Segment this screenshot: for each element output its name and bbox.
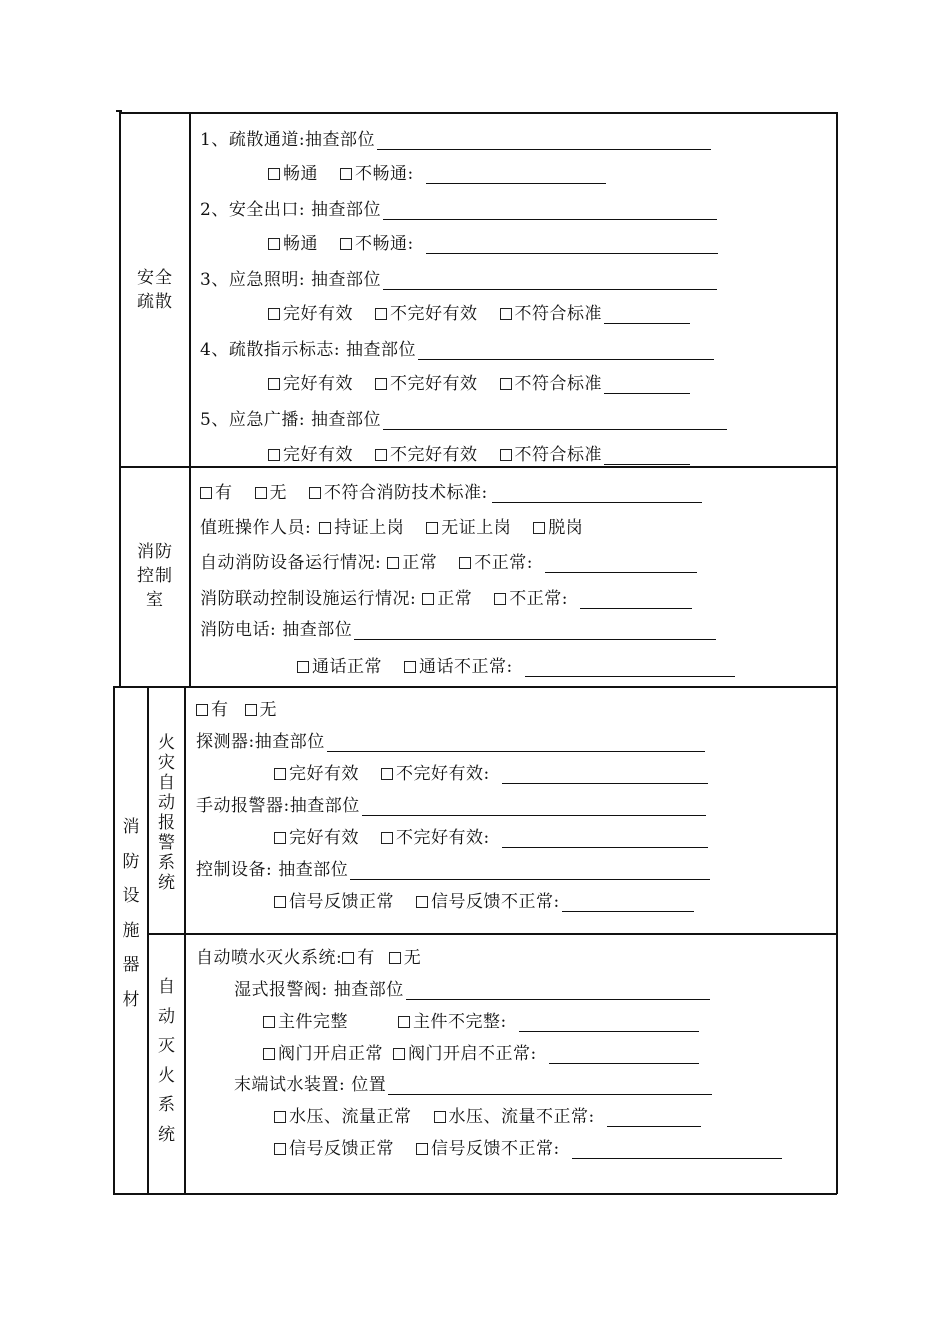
checkbox-icon[interactable] [309, 487, 321, 499]
control-phone-field: 抽查部位 [282, 620, 353, 640]
control-presence-opt-2[interactable] [255, 480, 288, 506]
checkbox-icon[interactable] [375, 308, 387, 320]
control-auto-opt-2[interactable] [459, 550, 533, 576]
option-label: 信号反馈正常 [289, 892, 394, 912]
alarm-control-options [274, 889, 694, 915]
checkbox-icon[interactable] [404, 661, 416, 673]
alarm-manual-label: 手动报警器: [196, 796, 290, 816]
option-label: 完好有效 [283, 445, 353, 465]
evac-item-4-options [268, 371, 690, 397]
option-label: 持证上岗 [334, 518, 405, 538]
checkbox-icon[interactable] [494, 593, 506, 605]
section-label-control-room-text: 消防控制室 [137, 542, 173, 610]
checkbox-icon[interactable] [426, 522, 438, 534]
sprinkler-valve-field: 抽查部位 [333, 980, 404, 1000]
checkbox-icon[interactable] [274, 896, 286, 908]
option-label: 有 [211, 700, 229, 720]
sprinkler-pressure-opt-2[interactable] [434, 1104, 595, 1130]
option-label: 不畅通: [355, 234, 414, 254]
sprinkler-signal-opt-2[interactable] [416, 1136, 560, 1162]
evac-item-4-input[interactable] [418, 340, 714, 360]
evac-item-2 [200, 197, 717, 223]
control-staff-opt-2[interactable] [426, 515, 511, 541]
option-label: 完好有效 [289, 828, 359, 848]
evac-item-1-options [268, 161, 606, 187]
sprinkler-parts-opt-2[interactable] [398, 1009, 507, 1035]
section-label-control-room [122, 540, 188, 612]
option-label: 信号反馈不正常: [431, 1139, 560, 1159]
evac-item-5-title: 5、应急广播: [200, 410, 306, 430]
option-label: 不正常: [509, 589, 568, 609]
evac-item-5-opt-2[interactable] [375, 442, 478, 468]
checkbox-icon[interactable] [196, 704, 208, 716]
control-presence-row [200, 480, 702, 506]
alarm-control-field: 抽查部位 [278, 860, 349, 880]
divider-row-3 [147, 933, 837, 935]
evac-item-1-input[interactable] [377, 130, 711, 150]
option-label: 通话不正常: [419, 657, 513, 677]
section-label-evacuation [122, 266, 188, 314]
option-label: 有 [215, 483, 233, 503]
evac-item-3-note-input[interactable] [604, 304, 690, 324]
option-label: 不符合标准 [514, 445, 602, 465]
alarm-manual-input[interactable] [362, 796, 706, 816]
evac-item-3-input[interactable] [383, 270, 717, 290]
evac-item-2-note-input[interactable] [426, 234, 718, 254]
sprinkler-test-field: 位置 [351, 1075, 387, 1095]
checkbox-icon[interactable] [381, 832, 393, 844]
control-linkage-opt-1[interactable] [422, 586, 472, 612]
alarm-detector-options [274, 761, 708, 787]
evac-item-3-options [268, 301, 690, 327]
checkbox-icon[interactable] [297, 661, 309, 673]
evac-item-3-title: 3、应急照明: [200, 270, 306, 290]
evac-item-4 [200, 337, 714, 363]
subsection-label-sprinkler-text: 自动灭火系统 [158, 977, 175, 1145]
evac-item-1-opt-2[interactable] [340, 161, 414, 187]
option-label: 信号反馈不正常: [431, 892, 560, 912]
control-staff-label: 值班操作人员: [200, 518, 312, 538]
divider-row-2 [113, 686, 837, 688]
control-auto-note-input[interactable] [545, 553, 697, 573]
evac-item-2-field: 抽查部位 [311, 200, 382, 220]
checkbox-icon[interactable] [340, 238, 352, 250]
control-phone-opt-2[interactable] [404, 654, 513, 680]
evac-item-1-note-input[interactable] [426, 164, 606, 184]
option-label: 无 [403, 948, 422, 968]
option-label: 通话正常 [312, 657, 382, 677]
table-border-top [119, 112, 837, 114]
alarm-control-input[interactable] [350, 860, 710, 880]
subsection-label-sprinkler [149, 973, 184, 1150]
option-label: 完好有效 [283, 374, 353, 394]
alarm-control-opt-2[interactable] [416, 889, 560, 915]
evac-item-5-field: 抽查部位 [311, 410, 382, 430]
alarm-manual-note-input[interactable] [502, 828, 708, 848]
option-label: 不符合标准 [514, 374, 602, 394]
option-label: 不符合消防技术标准: [324, 483, 488, 503]
alarm-detector-label: 探测器: [196, 732, 255, 752]
section-label-facilities-text: 消防设施器材 [122, 817, 140, 1010]
sprinkler-signal-options [274, 1136, 782, 1162]
checkbox-icon[interactable] [375, 449, 387, 461]
subsection-label-alarm-text: 火灾自动报警系统 [158, 733, 175, 893]
alarm-detector-row [196, 729, 705, 755]
checkbox-icon[interactable] [500, 378, 512, 390]
sprinkler-system-opt-1[interactable] [342, 945, 375, 971]
alarm-control-note-input[interactable] [562, 892, 694, 912]
control-auto-row [200, 550, 697, 576]
sprinkler-valve-row [234, 977, 710, 1003]
checkbox-icon[interactable] [274, 768, 286, 780]
sprinkler-valve-input[interactable] [406, 980, 710, 1000]
checkbox-icon[interactable] [459, 557, 471, 569]
option-label: 无证上岗 [441, 518, 512, 538]
sprinkler-valve-note-input[interactable] [549, 1044, 699, 1064]
checkbox-icon[interactable] [319, 522, 331, 534]
alarm-control-label: 控制设备: [196, 860, 273, 880]
checkbox-icon[interactable] [387, 557, 399, 569]
checkbox-icon[interactable] [200, 487, 212, 499]
evac-item-2-title: 2、安全出口: [200, 200, 306, 220]
sprinkler-valve-options [263, 1041, 699, 1067]
option-label: 无 [259, 700, 277, 720]
sprinkler-pressure-options [274, 1104, 701, 1130]
option-label: 不完好有效 [390, 445, 478, 465]
evac-item-5-opt-1[interactable] [268, 442, 353, 468]
checkbox-icon[interactable] [263, 1048, 275, 1060]
control-standard-note-input[interactable] [492, 483, 702, 503]
option-label: 无 [269, 483, 287, 503]
alarm-detector-field: 抽查部位 [254, 732, 325, 752]
alarm-manual-opt-2[interactable] [381, 825, 490, 851]
option-label: 阀门开启正常 [278, 1044, 383, 1064]
option-label: 主件完整 [278, 1012, 348, 1032]
sprinkler-system-row [196, 945, 443, 971]
control-phone-row [200, 617, 716, 643]
section-label-evacuation-text: 安全疏散 [137, 268, 173, 312]
evac-item-2-opt-1[interactable] [268, 231, 318, 257]
alarm-manual-opt-1[interactable] [274, 825, 359, 851]
checkbox-icon[interactable] [434, 1111, 446, 1123]
sprinkler-system-opt-2[interactable] [389, 945, 422, 971]
sprinkler-test-row [234, 1072, 712, 1098]
option-label: 有 [357, 948, 375, 968]
option-label: 水压、流量正常 [289, 1107, 412, 1127]
alarm-control-opt-1[interactable] [274, 889, 394, 915]
evac-item-4-opt-3[interactable] [500, 371, 603, 397]
evac-item-4-note-input[interactable] [604, 374, 690, 394]
control-phone-options [297, 654, 735, 680]
sprinkler-pressure-note-input[interactable] [607, 1107, 701, 1127]
checkbox-icon[interactable] [268, 378, 280, 390]
sprinkler-signal-note-input[interactable] [572, 1139, 782, 1159]
alarm-detector-note-input[interactable] [502, 764, 708, 784]
checkbox-icon[interactable] [268, 168, 280, 180]
option-label: 完好有效 [283, 304, 353, 324]
option-label: 不完好有效 [390, 304, 478, 324]
sprinkler-system-label: 自动喷水灭火系统: [196, 948, 343, 968]
alarm-detector-opt-2[interactable] [381, 761, 490, 787]
checkbox-icon[interactable] [500, 449, 512, 461]
alarm-presence-opt-2[interactable] [245, 697, 278, 723]
alarm-detector-input[interactable] [327, 732, 705, 752]
option-label: 正常 [437, 589, 473, 609]
evac-item-2-input[interactable] [383, 200, 717, 220]
sprinkler-parts-note-input[interactable] [519, 1012, 699, 1032]
evac-item-3-opt-3[interactable] [500, 301, 603, 327]
sprinkler-signal-opt-1[interactable] [274, 1136, 394, 1162]
option-label: 不完好有效: [396, 828, 490, 848]
checkbox-icon[interactable] [340, 168, 352, 180]
control-staff-opt-1[interactable] [319, 515, 404, 541]
evac-item-3-opt-2[interactable] [375, 301, 478, 327]
checkbox-icon[interactable] [274, 832, 286, 844]
checkbox-icon[interactable] [381, 768, 393, 780]
alarm-manual-options [274, 825, 708, 851]
subsection-label-alarm [149, 733, 184, 893]
option-label: 正常 [402, 553, 438, 573]
control-phone-opt-1[interactable] [297, 654, 382, 680]
option-label: 主件不完整: [413, 1012, 507, 1032]
checkbox-icon[interactable] [255, 487, 267, 499]
alarm-presence-opt-1[interactable] [196, 697, 229, 723]
divider-col-lower-2 [184, 686, 186, 1194]
checkbox-icon[interactable] [263, 1016, 275, 1028]
option-label: 脱岗 [548, 518, 584, 538]
option-label: 信号反馈正常 [289, 1139, 394, 1159]
option-label: 不正常: [474, 553, 533, 573]
checkbox-icon[interactable] [375, 378, 387, 390]
control-linkage-note-input[interactable] [580, 589, 692, 609]
evac-item-5-opt-3[interactable] [500, 442, 603, 468]
evac-item-3-opt-1[interactable] [268, 301, 353, 327]
control-linkage-row [200, 586, 692, 612]
table-border-bottom [113, 1193, 837, 1195]
alarm-detector-opt-1[interactable] [274, 761, 359, 787]
evac-item-4-opt-2[interactable] [375, 371, 478, 397]
control-presence-opt-3[interactable] [309, 480, 488, 506]
alarm-manual-field: 抽查部位 [289, 796, 360, 816]
control-staff-row [200, 515, 605, 541]
option-label: 不完好有效: [396, 764, 490, 784]
option-label: 畅通 [283, 234, 318, 254]
checkbox-icon[interactable] [268, 238, 280, 250]
alarm-manual-row [196, 793, 706, 819]
evac-item-4-title: 4、疏散指示标志: [200, 340, 341, 360]
divider-col-upper [189, 112, 191, 687]
control-linkage-opt-2[interactable] [494, 586, 568, 612]
control-auto-label: 自动消防设备运行情况: [200, 553, 382, 573]
sprinkler-pressure-opt-1[interactable] [274, 1104, 412, 1130]
alarm-control-row [196, 857, 710, 883]
evac-item-3 [200, 267, 717, 293]
evac-item-1-title: 1、疏散通道: [200, 130, 306, 150]
control-phone-label: 消防电话: [200, 620, 277, 640]
evac-item-3-field: 抽查部位 [311, 270, 382, 290]
option-label: 水压、流量不正常: [448, 1107, 595, 1127]
evac-item-2-options [268, 231, 718, 257]
control-staff-opt-3[interactable] [533, 515, 583, 541]
evac-item-5 [200, 407, 727, 433]
sprinkler-valve-opt-1[interactable] [263, 1041, 383, 1067]
checkbox-icon[interactable] [500, 308, 512, 320]
table-border-left-upper [119, 112, 121, 687]
control-presence-opt-1[interactable] [200, 480, 233, 506]
checkbox-icon[interactable] [268, 308, 280, 320]
checkbox-icon[interactable] [416, 1143, 428, 1155]
option-label: 畅通 [283, 164, 318, 184]
table-border-right [836, 112, 838, 1194]
checkbox-icon[interactable] [398, 1016, 410, 1028]
sprinkler-valve-opt-2[interactable] [393, 1041, 537, 1067]
sprinkler-parts-options [263, 1009, 699, 1035]
control-auto-opt-1[interactable] [387, 550, 437, 576]
evac-item-5-input[interactable] [383, 410, 727, 430]
checkbox-icon[interactable] [245, 704, 257, 716]
checkbox-icon[interactable] [422, 593, 434, 605]
evac-item-4-field: 抽查部位 [346, 340, 417, 360]
option-label: 阀门开启不正常: [408, 1044, 537, 1064]
control-phone-note-input[interactable] [525, 657, 735, 677]
option-label: 不符合标准 [514, 304, 602, 324]
evac-item-2-opt-2[interactable] [340, 231, 414, 257]
evac-item-4-opt-1[interactable] [268, 371, 353, 397]
sprinkler-test-input[interactable] [388, 1075, 712, 1095]
checkbox-icon[interactable] [342, 952, 354, 964]
evac-item-5-note-input[interactable] [604, 445, 690, 465]
evac-item-1-field: 抽查部位 [305, 130, 376, 150]
checkbox-icon[interactable] [274, 1143, 286, 1155]
checkbox-icon[interactable] [274, 1111, 286, 1123]
option-label: 不完好有效 [390, 374, 478, 394]
control-linkage-label: 消防联动控制设施运行情况: [200, 589, 417, 609]
checkbox-icon[interactable] [389, 952, 401, 964]
evac-item-1-opt-1[interactable] [268, 161, 318, 187]
evac-item-1 [200, 127, 711, 153]
checkbox-icon[interactable] [416, 896, 428, 908]
option-label: 完好有效 [289, 764, 359, 784]
sprinkler-parts-opt-1[interactable] [263, 1009, 348, 1035]
option-label: 不畅通: [355, 164, 414, 184]
control-phone-input[interactable] [354, 620, 716, 640]
checkbox-icon[interactable] [533, 522, 545, 534]
section-label-facilities [115, 810, 147, 1017]
checkbox-icon[interactable] [268, 449, 280, 461]
checkbox-icon[interactable] [393, 1048, 405, 1060]
sprinkler-valve-label: 湿式报警阀: [234, 980, 328, 1000]
evac-item-5-options [268, 442, 690, 468]
sprinkler-test-label: 末端试水装置: [234, 1075, 346, 1095]
alarm-presence-row [196, 697, 299, 723]
